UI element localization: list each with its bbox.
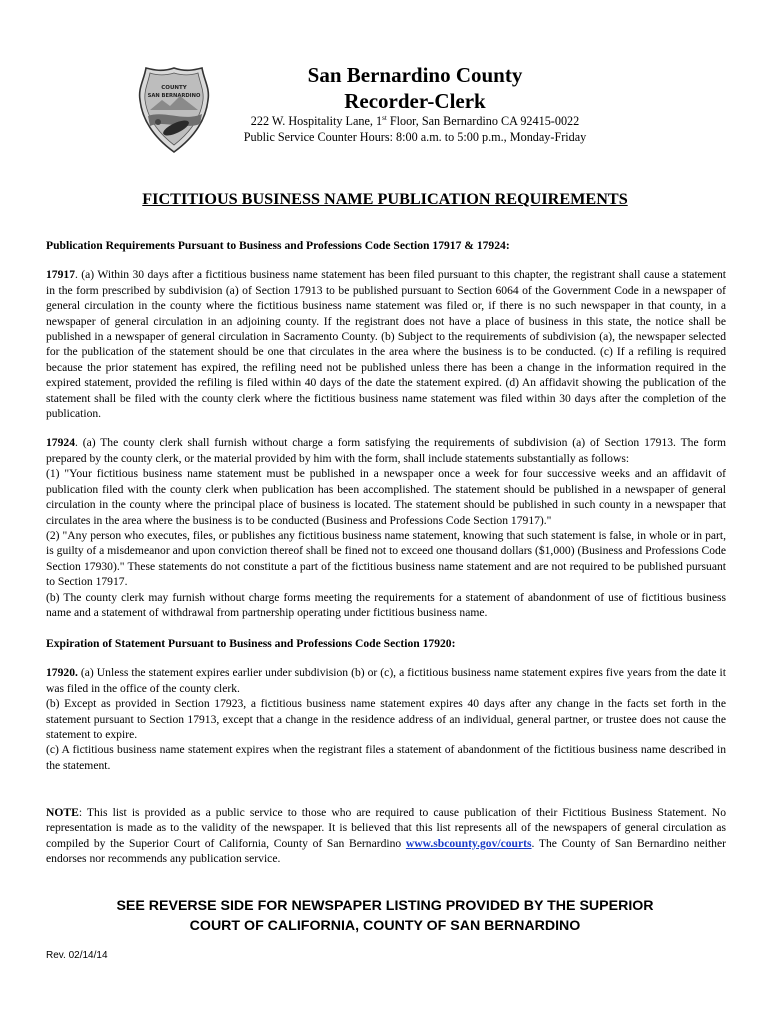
office-contact <box>210 114 620 145</box>
office-title-line2: Recorder-Clerk <box>344 89 486 113</box>
note-paragraph: NOTE: This list is provided as a public service to those who are required to cause publication of their Fictitious Business Statement. No representation is made as to the validity of the newspaper. It is believed that this list represents all of the newspapers of general circulation as compiled by the Superior Court of California, County of San Bernardino www.sbcounty.gov/courts. The County of San Bernardino neither endorses nor recommends any publication service. <box>46 806 726 866</box>
office-title <box>210 62 620 114</box>
paragraph-17920-b: (b) Except as provided in Section 17923, a fictitious business name statement expires 40 days after any change in the facts set forth in the statement pursuant to Section 17913, except that a change in the residence address of an individual, general partner, or trustee does not cause the statement to expire. <box>46 697 726 742</box>
reverse-side-notice <box>40 896 730 936</box>
paragraph-17920-c: (c) A fictitious business name statement expires when the registrant files a statement of abandonment of the fictitious business name described in the statement. <box>46 743 726 772</box>
paragraph-17924-item-1: (1) "Your fictitious business name statement must be published in a newspaper once a week for four successive weeks and an affidavit of publication filed with the county clerk when publication has been accomplished. The statement should be published in a newspaper of general circulation in the county where the principal place of business is located. The statement should be published in such county in a newspaper that circulates in the area where the business is to be conducted (Business and Professions Code Section 17917)." <box>46 467 726 527</box>
office-hours: Public Service Counter Hours: 8:00 a.m. to 5:00 p.m., Monday-Friday <box>243 129 587 144</box>
document-title: FICTITIOUS BUSINESS NAME PUBLICATION REQUIREMENTS <box>142 190 628 208</box>
revision-date: Rev. 02/14/14 <box>46 950 108 961</box>
paragraph-17924-item-2: (2) "Any person who executes, files, or publishes any fictitious business name statement, knowing that such statement is false, in whole or in part, is guilty of a misdemeanor and upon conviction thereof shall be fined not to exceed one thousand dollars ($1,000) (Business and Professions Code Section 17930)." These statements do not constitute a part of the fictitious business name statement and are not required to be published pursuant to Section 17917. <box>46 528 726 589</box>
reverse-notice-line1: SEE REVERSE SIDE FOR NEWSPAPER LISTING PROVIDED BY THE SUPERIOR <box>116 898 654 914</box>
county-seal-logo <box>134 66 214 154</box>
office-title-line1: San Bernardino County <box>307 63 523 87</box>
paragraph-17924: 17924. (a) The county clerk shall furnish without charge a form satisfying the requirements of subdivision (a) of Section 17913. The form prepared by the county clerk, or the material provided by him with the form, shall include statements substantially as follows: <box>46 436 726 465</box>
paragraph-17917: 17917. (a) Within 30 days after a fictitious business name statement has been filed pursuant to this chapter, the registrant shall cause a statement in the form prescribed by subdivision (a) of Section 17913 to be published pursuant to Section 6064 of the Government Code in a newspaper of general circulation in the county where the fictitious business name statement was filed or, if there is no such newspaper in that county, in a newspaper of general circulation in an adjoining county. If the registrant does not have a place of business in this state, the notice shall be published in a newspaper of general circulation in Sacramento County. (b) Subject to the requirements of subdivision (a), the newspaper selected for the publication of the statement should be one that circulates in the area where the business is to be conducted. (c) If a refiling is required because the prior statement has expired, the refiling need not be published unless there has been a change in the information required in the expired statement, provided the refiling is filed within 40 days of the date the statement expired. (d) An affidavit showing the publication of the statement shall be filed with the county clerk where the fictitious business name statement was filed within 30 days after the completion of the publication. <box>46 268 726 421</box>
paragraph-17924-b: (b) The county clerk may furnish without charge forms meeting the requirements for a statement of abandonment of use of fictitious business name and a statement of withdrawal from partnership operating under fictitious business name. <box>46 590 726 619</box>
seal-text-name: SAN BERNARDINO <box>147 93 201 99</box>
address-superscript: st <box>382 114 387 122</box>
note-section <box>46 805 726 867</box>
publication-requirements-section <box>46 238 726 620</box>
section-heading-publication: Publication Requirements Pursuant to Business and Professions Code Section 17917 & 17924: <box>46 239 510 252</box>
section-heading-expiration: Expiration of Statement Pursuant to Business and Professions Code Section 17920: <box>46 637 456 650</box>
courts-website-link[interactable]: www.sbcounty.gov/courts <box>405 836 532 850</box>
office-address: 222 W. Hospitality Lane, 1st Floor, San Bernardino CA 92415-0022 <box>250 114 580 128</box>
seal-text-county: COUNTY <box>161 85 187 91</box>
paragraph-17920: 17920. (a) Unless the statement expires earlier under subdivision (b) or (c), a fictitious business name statement expires five years from the date it was filed in the office of the county clerk. <box>46 666 726 695</box>
reverse-notice-line2: COURT OF CALIFORNIA, COUNTY OF SAN BERNARDINO <box>189 918 581 934</box>
expiration-section <box>46 636 726 773</box>
